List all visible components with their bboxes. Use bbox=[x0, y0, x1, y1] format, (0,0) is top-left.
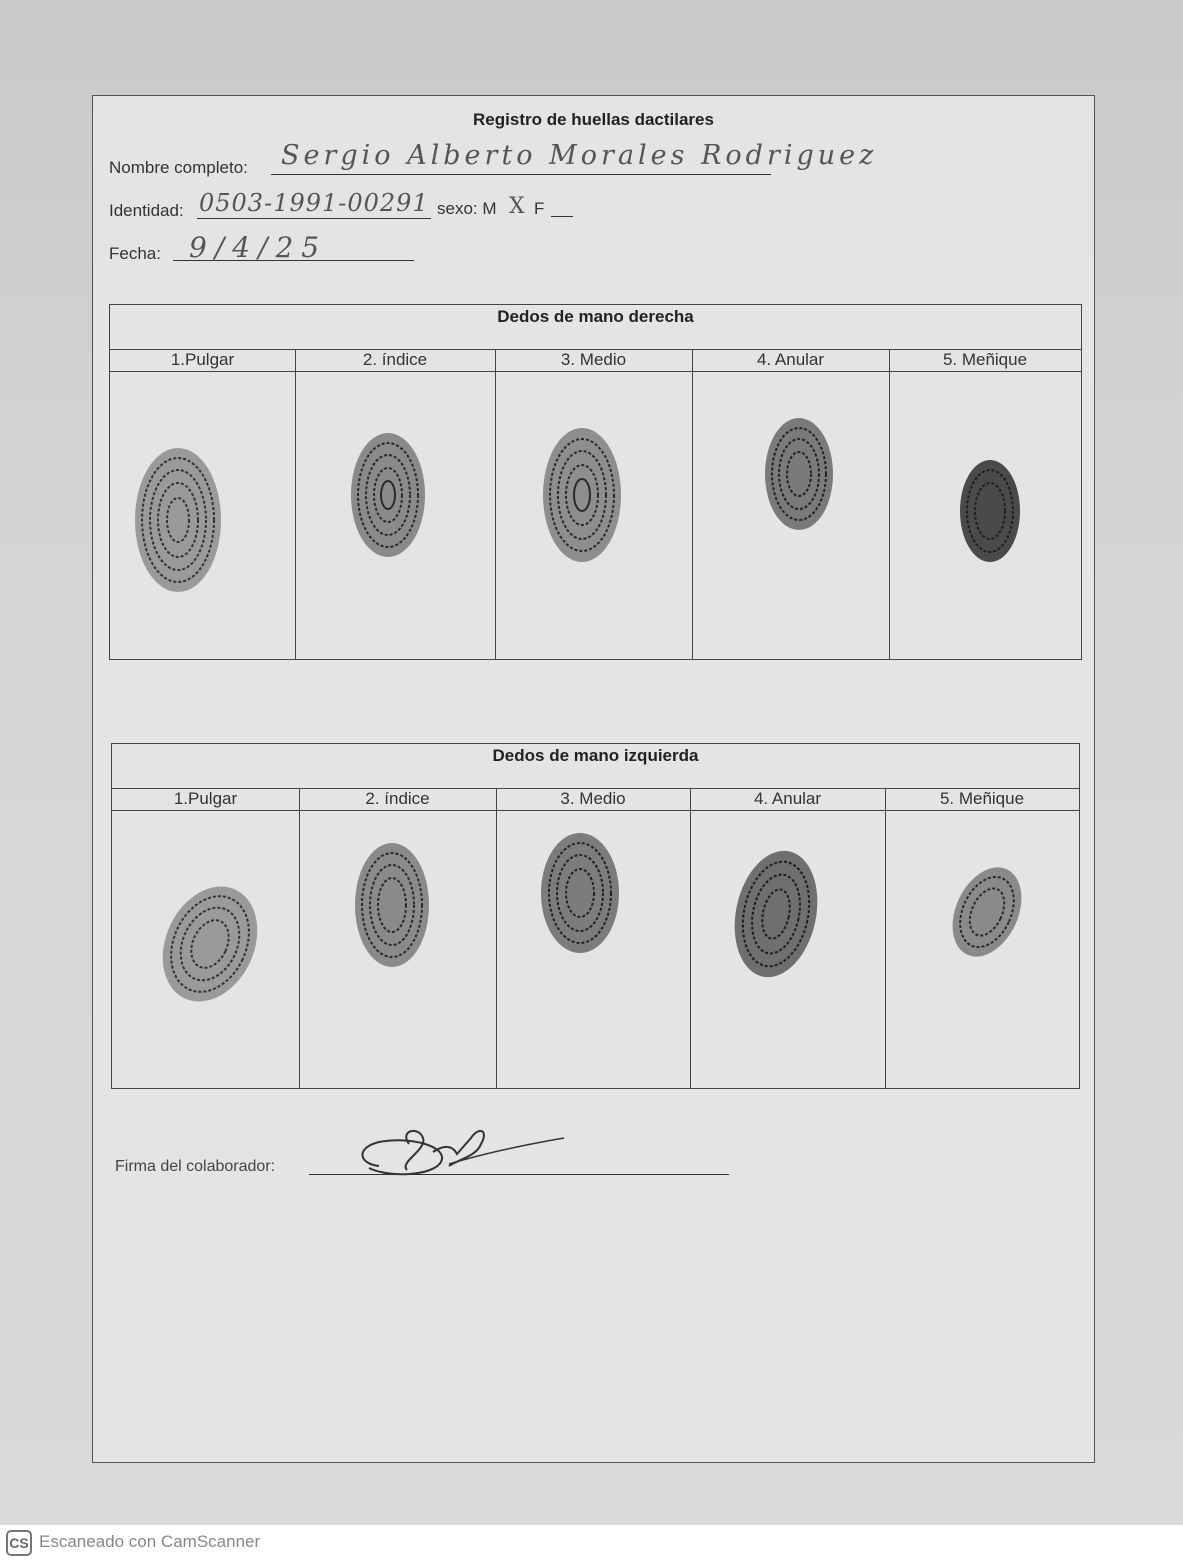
left-middle-fingerprint bbox=[538, 830, 622, 956]
id-label: Identidad: bbox=[109, 201, 184, 220]
right-ring-fingerprint bbox=[762, 415, 836, 533]
left-ring-label: 4. Anular bbox=[753, 789, 822, 808]
right-little-fingerprint bbox=[958, 457, 1022, 565]
name-handwritten: Sergio Alberto Morales Rodriguez bbox=[281, 140, 878, 171]
col-divider bbox=[692, 349, 693, 659]
left-hand-table bbox=[111, 743, 1080, 1089]
col-divider bbox=[299, 788, 300, 1088]
right-ring-label: 4. Anular bbox=[756, 350, 825, 369]
col-divider bbox=[690, 788, 691, 1088]
right-hand-title: Dedos de mano derecha bbox=[110, 305, 1081, 350]
left-little-label: 5. Meñique bbox=[939, 789, 1025, 808]
signature-scribble bbox=[349, 1116, 569, 1188]
left-ring-fingerprint bbox=[730, 846, 822, 982]
left-little-fingerprint bbox=[950, 862, 1024, 962]
right-hand-table bbox=[109, 304, 1082, 660]
col-divider bbox=[495, 349, 496, 659]
sex-mark: X bbox=[509, 194, 526, 219]
sex-label: sexo: M bbox=[437, 199, 497, 218]
left-hand-columns bbox=[112, 788, 1079, 811]
id-handwritten: 0503-1991-00291 bbox=[199, 189, 429, 217]
col-divider bbox=[295, 349, 296, 659]
col-divider bbox=[889, 349, 890, 659]
left-index-label: 2. índice bbox=[365, 789, 430, 808]
right-thumb-fingerprint bbox=[132, 445, 224, 595]
left-thumb-fingerprint bbox=[158, 880, 262, 1008]
right-index-fingerprint bbox=[348, 430, 428, 560]
left-thumb-label: 1.Pulgar bbox=[173, 789, 238, 808]
right-little-label: 5. Meñique bbox=[942, 350, 1028, 369]
left-middle-label: 3. Medio bbox=[560, 789, 626, 808]
left-hand-title: Dedos de mano izquierda bbox=[112, 744, 1079, 789]
date-label: Fecha: bbox=[109, 244, 161, 263]
sex-f-underline bbox=[551, 198, 573, 217]
signature-label: Firma del colaborador: bbox=[115, 1158, 276, 1175]
col-divider bbox=[496, 788, 497, 1088]
fingerprint-form bbox=[92, 95, 1095, 1463]
scanner-footer-text: Escaneado con CamScanner bbox=[39, 1532, 261, 1551]
date-handwritten: 9/4/25 bbox=[189, 231, 328, 264]
right-index-label: 2. índice bbox=[362, 350, 428, 369]
form-title: Registro de huellas dactilares bbox=[473, 110, 714, 129]
right-middle-fingerprint bbox=[540, 425, 624, 565]
right-middle-label: 3. Medio bbox=[560, 350, 627, 369]
camscanner-logo: CS bbox=[6, 1530, 32, 1556]
col-divider bbox=[885, 788, 886, 1088]
scanner-footer bbox=[0, 1525, 1183, 1563]
left-index-fingerprint bbox=[352, 840, 432, 970]
name-label: Nombre completo: bbox=[109, 158, 248, 177]
right-hand-columns bbox=[110, 349, 1081, 372]
sex-f-label: F bbox=[534, 199, 545, 218]
right-thumb-label: 1.Pulgar bbox=[170, 350, 235, 369]
